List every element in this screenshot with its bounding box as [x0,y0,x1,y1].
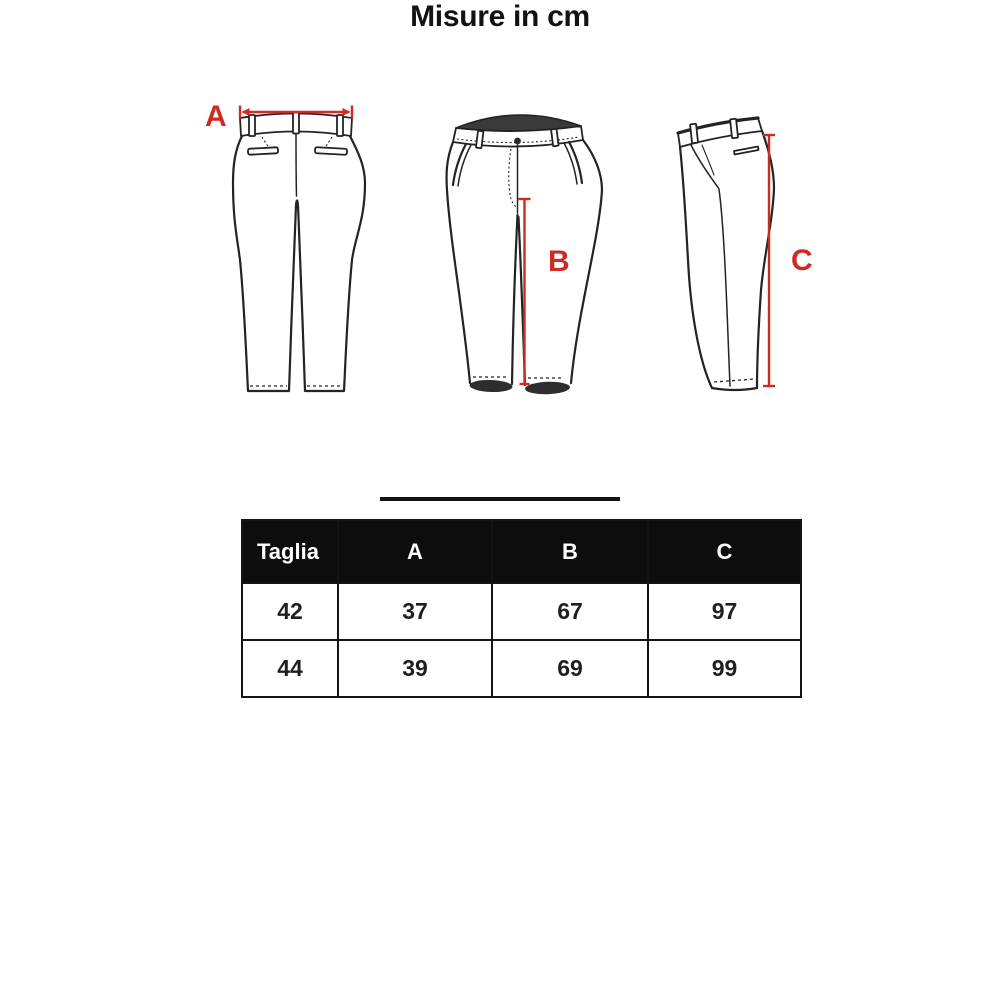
fly-stitching [509,149,517,207]
size-row-44 [242,640,801,697]
measure-b-label: B [548,245,570,278]
page-title: Misure in cm [410,0,590,33]
pants-front-view-drawing [430,95,630,410]
column-header-c: C [648,520,801,583]
title-underline [380,497,620,501]
waist-button [514,138,521,145]
front-crease [691,145,730,386]
cell-44-c: 99 [648,640,801,697]
measure-a-label: A [205,100,227,133]
cell-44-a: 39 [338,640,492,697]
hem-stitching-side [714,379,755,382]
back-pocket-side [734,147,759,155]
pants-side-view-drawing [655,95,820,410]
center-back-seam [296,128,297,196]
cell-44-b: 69 [492,640,648,697]
measure-b-indicator [519,199,531,384]
cell-42-b: 67 [492,583,648,640]
pants-side-body [678,118,774,390]
size-table [241,519,802,698]
column-header-a: A [338,520,492,583]
hem-cuffs-dark [469,379,570,395]
size-table-header-row [242,520,801,583]
cell-size-42: 42 [242,583,338,640]
cell-42-a: 37 [338,583,492,640]
back-welt-pockets [248,147,347,155]
column-header-taglia: Taglia [242,520,338,583]
cell-42-c: 97 [648,583,801,640]
hem-stitching-front [473,377,564,378]
pants-back-view-drawing [200,95,370,410]
measure-c-label: C [791,244,813,277]
cell-size-44: 44 [242,640,338,697]
pants-back-body [233,113,365,392]
column-header-b: B [492,520,648,583]
back-darts [262,137,332,148]
size-row-42 [242,583,801,640]
